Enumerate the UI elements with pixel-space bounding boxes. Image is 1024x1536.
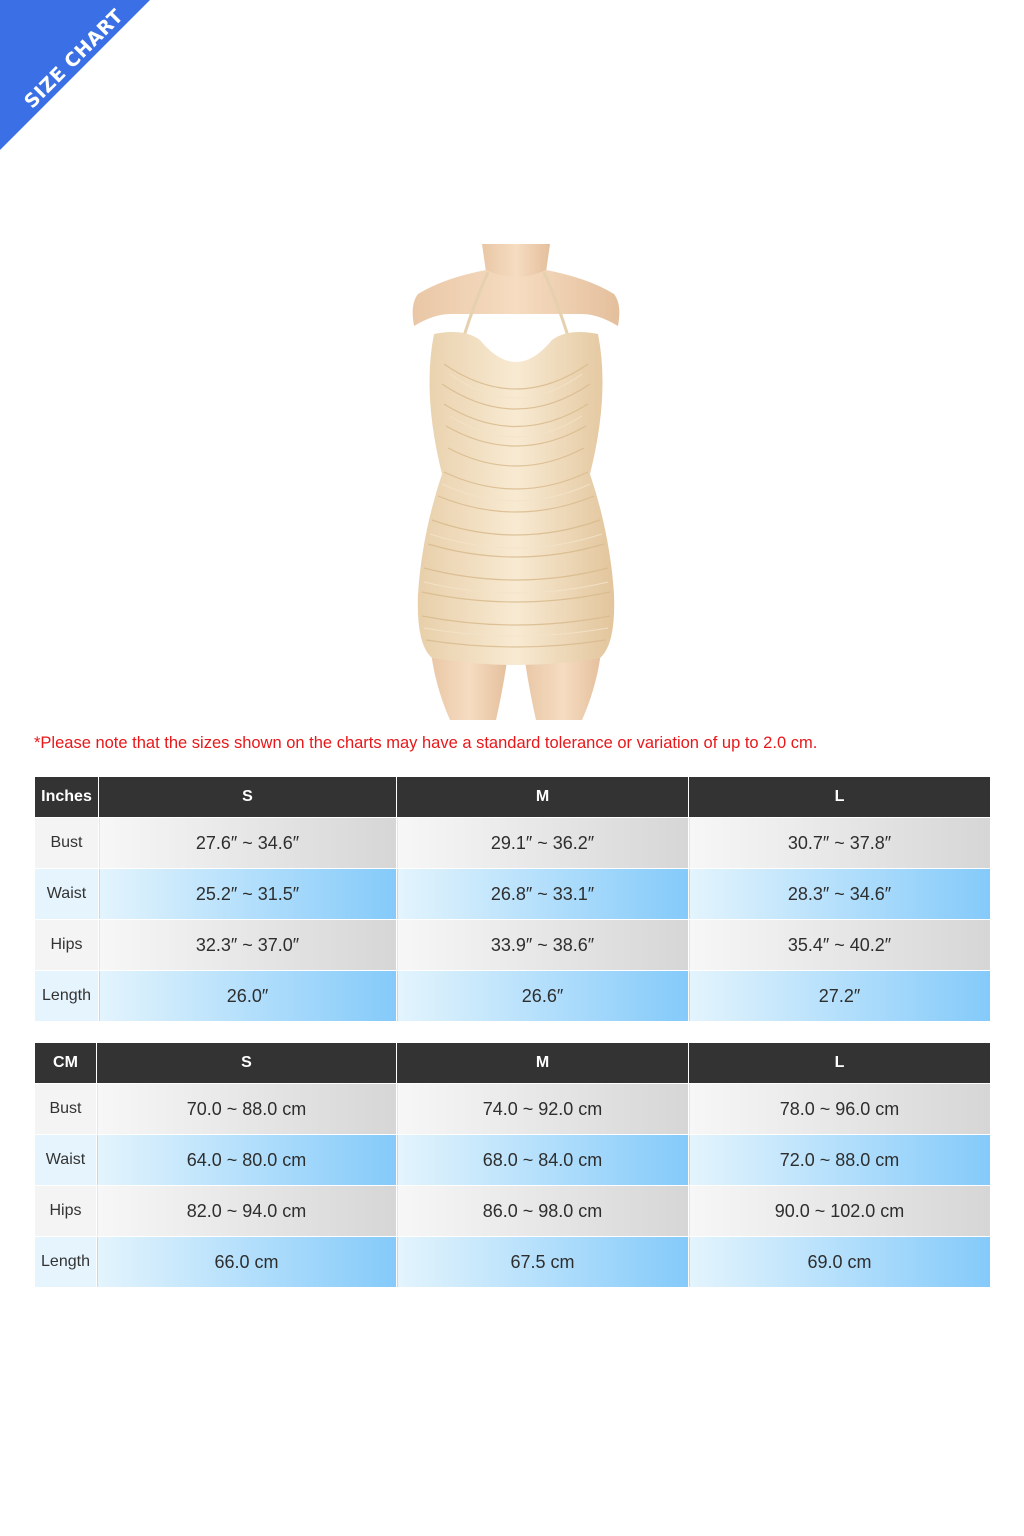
table-cell: 66.0 cm	[97, 1237, 397, 1288]
row-label: Bust	[35, 1084, 97, 1135]
table-row	[35, 1237, 991, 1288]
table-cell: 90.0 ~ 102.0 cm	[689, 1186, 991, 1237]
table-cell: 68.0 ~ 84.0 cm	[397, 1135, 689, 1186]
table-cell: 26.8″ ~ 33.1″	[397, 869, 689, 920]
product-image-dress	[404, 244, 628, 720]
badge-label: SIZE CHART	[20, 5, 128, 113]
table-row	[35, 1135, 991, 1186]
size-header-l: L	[689, 1043, 991, 1084]
table-cell: 32.3″ ~ 37.0″	[99, 920, 397, 971]
unit-header: CM	[35, 1043, 97, 1084]
table-row	[35, 920, 991, 971]
size-header-m: M	[397, 777, 689, 818]
table-cell: 70.0 ~ 88.0 cm	[97, 1084, 397, 1135]
table-cell: 35.4″ ~ 40.2″	[689, 920, 991, 971]
table-cell: 33.9″ ~ 38.6″	[397, 920, 689, 971]
row-label: Hips	[35, 920, 99, 971]
table-header-row	[35, 777, 991, 818]
table-cell: 86.0 ~ 98.0 cm	[397, 1186, 689, 1237]
badge-background	[0, 0, 150, 150]
row-label: Waist	[35, 869, 99, 920]
table-row	[35, 1186, 991, 1237]
table-cell: 30.7″ ~ 37.8″	[689, 818, 991, 869]
table-cell: 74.0 ~ 92.0 cm	[397, 1084, 689, 1135]
size-chart-badge	[0, 0, 150, 150]
row-label: Length	[35, 1237, 97, 1288]
tolerance-note: *Please note that the sizes shown on the charts may have a standard tolerance or variation of up to 2.0 cm.	[34, 734, 818, 752]
table-cell: 64.0 ~ 80.0 cm	[97, 1135, 397, 1186]
unit-header: Inches	[35, 777, 99, 818]
table-header-row	[35, 1043, 991, 1084]
size-header-l: L	[689, 777, 991, 818]
table-cell: 26.6″	[397, 971, 689, 1022]
size-header-m: M	[397, 1043, 689, 1084]
table-cell: 28.3″ ~ 34.6″	[689, 869, 991, 920]
inches-size-table	[34, 776, 991, 1022]
row-label: Waist	[35, 1135, 97, 1186]
table-row	[35, 1084, 991, 1135]
table-cell: 29.1″ ~ 36.2″	[397, 818, 689, 869]
table-cell: 27.2″	[689, 971, 991, 1022]
row-label: Hips	[35, 1186, 97, 1237]
size-header-s: S	[97, 1043, 397, 1084]
table-cell: 72.0 ~ 88.0 cm	[689, 1135, 991, 1186]
size-header-s: S	[99, 777, 397, 818]
table-row	[35, 971, 991, 1022]
cm-size-table	[34, 1042, 991, 1288]
table-cell: 25.2″ ~ 31.5″	[99, 869, 397, 920]
table-row	[35, 869, 991, 920]
table-cell: 82.0 ~ 94.0 cm	[97, 1186, 397, 1237]
table-cell: 67.5 cm	[397, 1237, 689, 1288]
row-label: Bust	[35, 818, 99, 869]
table-row	[35, 818, 991, 869]
table-cell: 26.0″	[99, 971, 397, 1022]
row-label: Length	[35, 971, 99, 1022]
table-cell: 27.6″ ~ 34.6″	[99, 818, 397, 869]
table-cell: 69.0 cm	[689, 1237, 991, 1288]
table-cell: 78.0 ~ 96.0 cm	[689, 1084, 991, 1135]
